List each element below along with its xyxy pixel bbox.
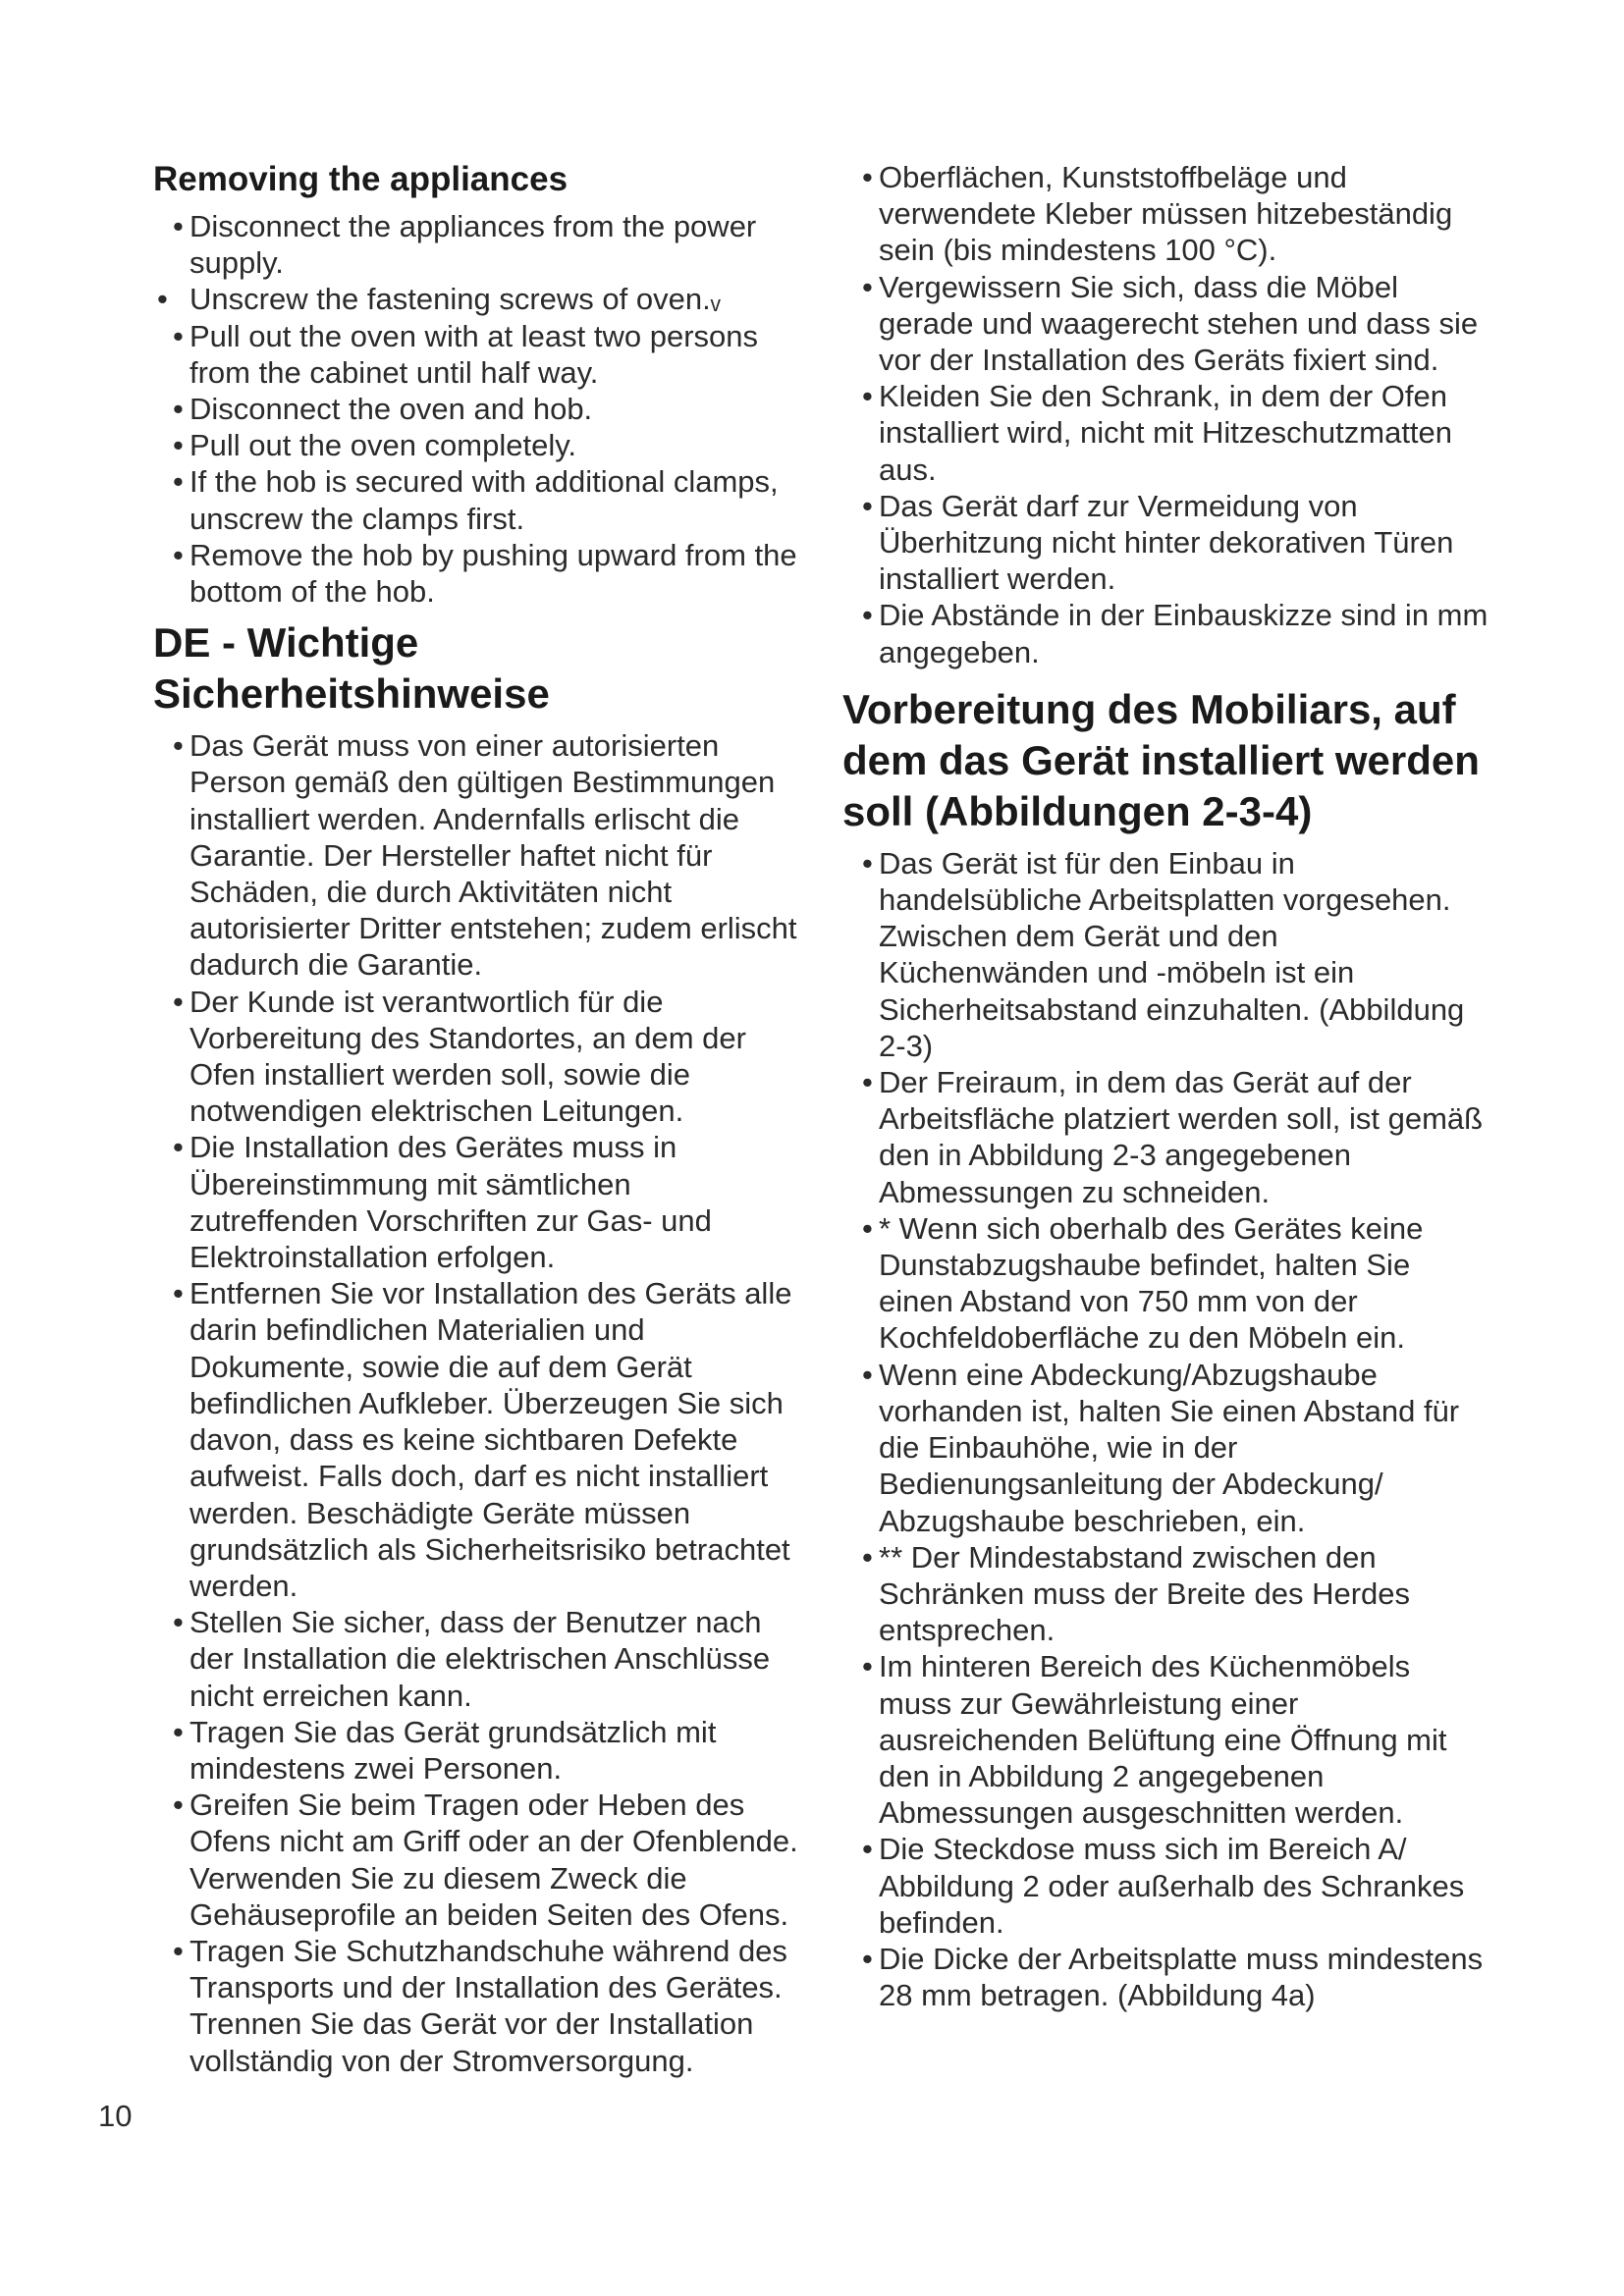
list-item: • Im hinteren Bereich des Küchenmöbels muss zur Gewährleistung einer ausreichenden Belüftung eine Öffnung mit den in Abbildung 2 angegebenen Abmessungen ausgeschnitten werden. xyxy=(842,1648,1490,1831)
list-item: • Die Steckdose muss sich im Bereich A/ Abbildung 2 oder außerhalb des Schrankes befinden. xyxy=(842,1831,1490,1941)
list-item: • Greifen Sie beim Tragen oder Heben des Ofens nicht am Griff oder an der Ofenblende. Verwenden Sie zu diesem Zweck die Gehäuseprofile an beiden Seiten des Ofens. xyxy=(153,1787,806,1933)
list-item: • Entfernen Sie vor Installation des Geräts alle darin befindlichen Materialien und Dokumente, sowie die auf dem Gerät befindlichen Aufkleber. Überzeugen Sie sich davon, dass es keine sichtbaren Defekte aufweist. Falls doch, darf es nicht installiert werden. Beschädigte Geräte müssen grundsätzlich als Sicherheitsrisiko betrachtet werden. xyxy=(153,1275,806,1604)
safety-instructions-continued-list xyxy=(842,159,1490,670)
furniture-preparation-heading: Vorbereitung des Mobiliars, auf dem das Gerät installiert werden soll (Abbildungen 2-3-4) xyxy=(842,685,1480,834)
list-item: • Oberflächen, Kunststoffbeläge und verwendete Kleber müssen hitzebeständig sein (bis mindestens 100 °C). xyxy=(842,159,1490,269)
list-item: • Der Kunde ist verantwortlich für die Vorbereitung des Standortes, an dem der Ofen installiert werden soll, sowie die notwendigen elektrischen Leitungen. xyxy=(153,984,806,1130)
list-item: • Das Gerät muss von einer autorisierten Person gemäß den gültigen Bestimmungen installiert werden. Andernfalls erlischt die Garantie. Der Hersteller haftet nicht für Schäden, die durch Aktivitäten nicht autorisierter Dritter entstehen; zudem erlischt dadurch die Garantie. xyxy=(153,727,806,983)
list-item: • If the hob is secured with additional clamps, unscrew the clamps first. xyxy=(153,463,806,536)
furniture-preparation-list xyxy=(842,845,1490,2014)
list-item: • Pull out the oven completely. xyxy=(153,427,806,463)
list-item: • Die Abstände in der Einbauskizze sind in mm angegeben. xyxy=(842,597,1490,669)
list-item: • Wenn eine Abdeckung/Abzugshaube vorhanden ist, halten Sie einen Abstand für die Einbauhöhe, wie in der Bedienungsanleitung der Abdeckung/ Abzugshaube beschrieben, ein. xyxy=(842,1357,1490,1539)
list-item: • Das Gerät ist für den Einbau in handelsübliche Arbeitsplatten vorgesehen. Zwischen dem Gerät und den Küchenwänden und -möbeln ist ein Sicherheitsabstand einzuhalten. (Abbildung 2-3) xyxy=(842,845,1490,1064)
list-item: • Pull out the oven with at least two persons from the cabinet until half way. xyxy=(153,318,806,391)
list-item: • * Wenn sich oberhalb des Gerätes keine Dunstabzugshaube befindet, halten Sie einen Abstand von 750 mm von der Kochfeldoberfläche zu den Möbeln ein. xyxy=(842,1210,1490,1357)
page-number: 10 xyxy=(98,2099,133,2133)
list-item: • Stellen Sie sicher, dass der Benutzer nach der Installation die elektrischen Anschlüsse nicht erreichen kann. xyxy=(153,1604,806,1714)
list-item: • Der Freiraum, in dem das Gerät auf der Arbeitsfläche platziert werden soll, ist gemäß den in Abbildung 2-3 angegebenen Abmessungen zu schneiden. xyxy=(842,1064,1490,1210)
removing-appliances-list xyxy=(153,208,806,610)
list-item: • Tragen Sie Schutzhandschuhe während des Transports und der Installation des Gerätes. Trennen Sie das Gerät vor der Installation vollständig von der Stromversorgung. xyxy=(153,1933,806,2079)
right-column xyxy=(842,159,1490,2013)
list-item: • Die Dicke der Arbeitsplatte muss mindestens 28 mm betragen. (Abbildung 4a) xyxy=(842,1941,1490,2013)
safety-instructions-list xyxy=(153,727,806,2079)
safety-instructions-heading: DE - Wichtige Sicherheitshinweise xyxy=(153,619,550,718)
left-column xyxy=(153,159,806,2079)
list-item: • Das Gerät darf zur Vermeidung von Überhitzung nicht hinter dekorativen Türen installiert werden. xyxy=(842,488,1490,598)
list-item: • ** Der Mindestabstand zwischen den Schränken muss der Breite des Herdes entsprechen. xyxy=(842,1539,1490,1649)
list-item: • Die Installation des Gerätes muss in Übereinstimmung mit sämtlichen zutreffenden Vorschriften zur Gas- und Elektroinstallation erfolgen. xyxy=(153,1129,806,1275)
list-item: • Vergewissern Sie sich, dass die Möbel gerade und waagerecht stehen und dass sie vor der Installation des Geräts fixiert sind. xyxy=(842,269,1490,379)
removing-appliances-heading: Removing the appliances xyxy=(153,160,568,198)
list-item: • Disconnect the appliances from the power supply. xyxy=(153,208,806,281)
list-item: • Tragen Sie das Gerät grundsätzlich mit mindestens zwei Personen. xyxy=(153,1714,806,1787)
list-item: • Remove the hob by pushing upward from the bottom of the hob. xyxy=(153,537,806,610)
list-item: • Kleiden Sie den Schrank, in dem der Ofen installiert wird, nicht mit Hitzeschutzmatten aus. xyxy=(842,378,1490,488)
list-item: • Unscrew the fastening screws of oven.ᵥ xyxy=(153,281,806,317)
list-item: • Disconnect the oven and hob. xyxy=(153,391,806,427)
